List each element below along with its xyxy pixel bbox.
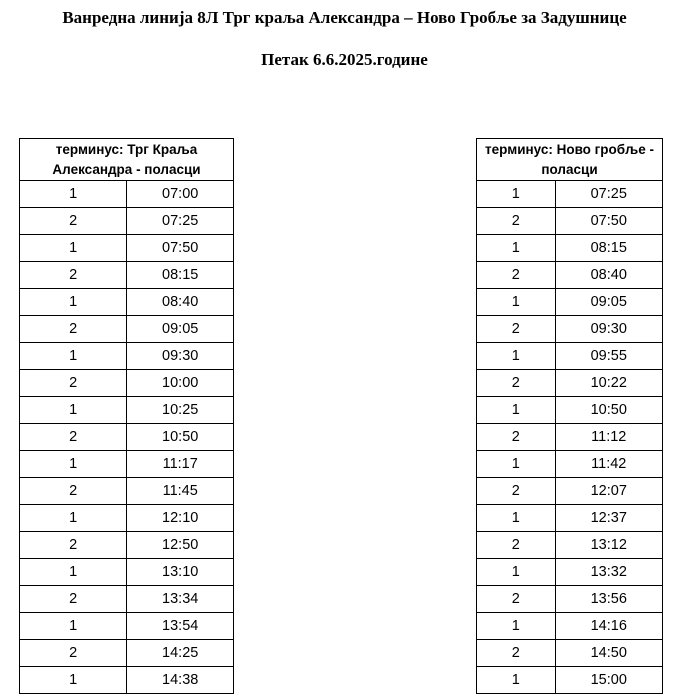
table-row: [20, 451, 234, 478]
departure-time-cell: 12:37: [555, 505, 663, 532]
vehicle-number-cell: 2: [20, 316, 127, 343]
departure-time-cell: 10:25: [127, 397, 234, 424]
vehicle-number-cell: 2: [477, 370, 556, 397]
table-row: [477, 289, 663, 316]
table-header: терминус: Ново гробље - поласци: [477, 139, 663, 181]
table-row: [477, 370, 663, 397]
vehicle-number-cell: 2: [20, 208, 127, 235]
table-row: [477, 613, 663, 640]
table-row: [477, 397, 663, 424]
departure-time-cell: 08:40: [127, 289, 234, 316]
departure-time-cell: 13:12: [555, 532, 663, 559]
departure-time-cell: 13:56: [555, 586, 663, 613]
table-row: [20, 289, 234, 316]
departure-time-cell: 08:15: [127, 262, 234, 289]
table-row: [477, 640, 663, 667]
table-row: [477, 424, 663, 451]
departure-time-cell: 11:45: [127, 478, 234, 505]
departure-time-cell: 12:10: [127, 505, 234, 532]
table-row: [20, 478, 234, 505]
vehicle-number-cell: 1: [477, 397, 556, 424]
departure-time-cell: 11:17: [127, 451, 234, 478]
departure-time-cell: 12:50: [127, 532, 234, 559]
departure-time-cell: 09:55: [555, 343, 663, 370]
vehicle-number-cell: 1: [477, 451, 556, 478]
vehicle-number-cell: 1: [477, 667, 556, 694]
table-row: [20, 343, 234, 370]
table-row: [477, 505, 663, 532]
departure-time-cell: 09:30: [127, 343, 234, 370]
vehicle-number-cell: 2: [477, 478, 556, 505]
vehicle-number-cell: 2: [20, 370, 127, 397]
departure-time-cell: 07:50: [555, 208, 663, 235]
table-row: [20, 613, 234, 640]
departure-time-cell: 13:34: [127, 586, 234, 613]
table-row: [20, 397, 234, 424]
vehicle-number-cell: 1: [20, 667, 127, 694]
departure-time-cell: 10:22: [555, 370, 663, 397]
vehicle-number-cell: 2: [477, 208, 556, 235]
departure-time-cell: 13:54: [127, 613, 234, 640]
departure-time-cell: 14:25: [127, 640, 234, 667]
departure-time-cell: 07:25: [127, 208, 234, 235]
departure-time-cell: 14:50: [555, 640, 663, 667]
vehicle-number-cell: 2: [20, 262, 127, 289]
vehicle-number-cell: 1: [477, 559, 556, 586]
departure-time-cell: 10:00: [127, 370, 234, 397]
vehicle-number-cell: 2: [20, 532, 127, 559]
table-row: [20, 316, 234, 343]
vehicle-number-cell: 1: [20, 559, 127, 586]
departure-time-cell: 09:05: [127, 316, 234, 343]
departure-time-cell: 10:50: [127, 424, 234, 451]
vehicle-number-cell: 2: [477, 316, 556, 343]
document-date: Петак 6.6.2025.године: [261, 50, 428, 69]
table-row: [20, 667, 234, 694]
table-row: [20, 586, 234, 613]
departure-time-cell: 09:30: [555, 316, 663, 343]
departure-time-cell: 10:50: [555, 397, 663, 424]
vehicle-number-cell: 2: [20, 640, 127, 667]
vehicle-number-cell: 1: [20, 289, 127, 316]
table-row: [477, 343, 663, 370]
vehicle-number-cell: 1: [20, 397, 127, 424]
table-row: [20, 640, 234, 667]
vehicle-number-cell: 2: [20, 478, 127, 505]
table-row: [477, 478, 663, 505]
vehicle-number-cell: 1: [20, 235, 127, 262]
departure-time-cell: 12:07: [555, 478, 663, 505]
table-row: [477, 559, 663, 586]
table-row: [477, 208, 663, 235]
departure-time-cell: 13:32: [555, 559, 663, 586]
table-row: [477, 262, 663, 289]
table-row: [20, 235, 234, 262]
table-row: [477, 667, 663, 694]
vehicle-number-cell: 1: [20, 613, 127, 640]
vehicle-number-cell: 1: [20, 181, 127, 208]
table-header: терминус: Трг Краља Александра - поласци: [20, 139, 234, 181]
vehicle-number-cell: 2: [20, 424, 127, 451]
table-row: [477, 532, 663, 559]
table-row: [20, 208, 234, 235]
vehicle-number-cell: 2: [477, 532, 556, 559]
table-row: [477, 316, 663, 343]
table-row: [477, 235, 663, 262]
departure-time-cell: 07:50: [127, 235, 234, 262]
vehicle-number-cell: 2: [20, 586, 127, 613]
departure-time-cell: 09:05: [555, 289, 663, 316]
vehicle-number-cell: 1: [477, 343, 556, 370]
table-row: [20, 559, 234, 586]
departure-time-cell: 07:25: [555, 181, 663, 208]
departure-time-cell: 08:40: [555, 262, 663, 289]
table-row: [477, 586, 663, 613]
table-row: [20, 532, 234, 559]
table-row: [20, 505, 234, 532]
vehicle-number-cell: 1: [20, 505, 127, 532]
table-row: [20, 181, 234, 208]
vehicle-number-cell: 1: [477, 613, 556, 640]
departure-time-cell: 07:00: [127, 181, 234, 208]
document-title: Ванредна линија 8Л Трг краља Александра – Ново Гробље за Задушнице: [62, 8, 627, 27]
departure-time-cell: 14:38: [127, 667, 234, 694]
vehicle-number-cell: 2: [477, 640, 556, 667]
vehicle-number-cell: 1: [20, 343, 127, 370]
vehicle-number-cell: 2: [477, 424, 556, 451]
departures-table-novo-groblje: [476, 138, 663, 694]
departure-time-cell: 15:00: [555, 667, 663, 694]
departure-time-cell: 08:15: [555, 235, 663, 262]
departure-time-cell: 14:16: [555, 613, 663, 640]
departure-time-cell: 11:42: [555, 451, 663, 478]
table-row: [477, 451, 663, 478]
departure-time-cell: 13:10: [127, 559, 234, 586]
vehicle-number-cell: 1: [20, 451, 127, 478]
vehicle-number-cell: 1: [477, 235, 556, 262]
table-row: [20, 262, 234, 289]
vehicle-number-cell: 1: [477, 505, 556, 532]
vehicle-number-cell: 2: [477, 586, 556, 613]
table-row: [477, 181, 663, 208]
vehicle-number-cell: 2: [477, 262, 556, 289]
departures-table-trg-kralja-aleksandra: [19, 138, 234, 694]
vehicle-number-cell: 1: [477, 289, 556, 316]
vehicle-number-cell: 1: [477, 181, 556, 208]
table-row: [20, 424, 234, 451]
table-row: [20, 370, 234, 397]
departure-time-cell: 11:12: [555, 424, 663, 451]
